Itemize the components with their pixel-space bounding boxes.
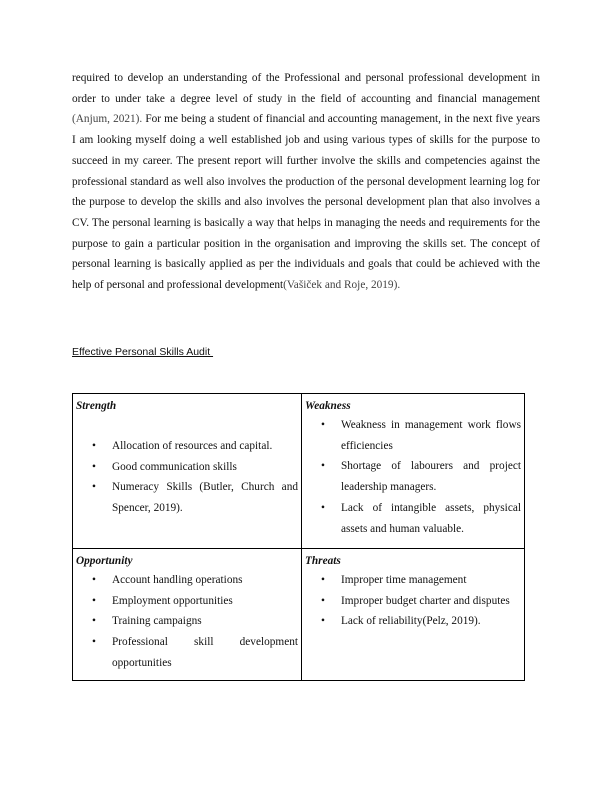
opportunity-cell [73,549,302,681]
list-item: • Numeracy Skills (Butler, Church and Spencer, 2019). [76,477,298,518]
list-item: • Employment opportunities [76,591,298,612]
list-item: • Training campaigns [76,611,298,632]
list-item: • Improper budget charter and disputes [305,591,521,612]
intro-text: required to develop an understanding of the Professional and personal professional development in order to under take a degree level of study in the field of accounting and financial management [72,72,540,105]
opportunity-title: Opportunity [76,555,133,567]
list-item: • Account handling operations [76,570,298,591]
weakness-cell [302,394,525,549]
list-item: • Shortage of labourers and project leadership managers. [305,456,521,497]
intro-paragraph [72,68,540,296]
list-item: • Good communication skills [76,457,298,478]
opportunity-list [76,570,298,674]
swot-row [73,549,525,681]
strength-cell [73,394,302,549]
threats-cell [302,549,525,681]
weakness-title: Weakness [305,400,351,412]
swot-table [72,393,525,681]
threats-title: Threats [305,555,341,567]
threats-list [305,570,521,632]
swot-row [73,394,525,549]
list-item: • Lack of reliability(Pelz, 2019). [305,611,521,632]
list-item: • Improper time management [305,570,521,591]
list-item: • Lack of intangible assets, physical assets and human valuable. [305,498,521,539]
intro-text-continued: For me being a student of financial and accounting management, in the next five years I am looking myself doing a well established job and using various types of skills for the purpose to succeed in my career. The present report will further involve the skills and competencies against the professional standard as well also involves the production of the personal development learning log for the purpose to develop the skills and also involves the personal development plan that also involves a CV. The personal learning is basically a way that helps in managing the needs and requirements for the purpose to gain a particular position in the organisation and improving the skills set. The concept of personal learning is basically applied as per the individuals and goals that could be achieved with the help of personal and professional development [72,113,540,292]
strength-title: Strength [76,400,117,412]
citation-vasicek: (Vašiček and Roje, 2019). [283,279,401,292]
list-item: • Allocation of resources and capital. [76,436,298,457]
citation-anjum: (Anjum, 2021). [72,113,143,126]
list-item: • Professional skill development opportunities [76,632,298,673]
list-item: • Weakness in management work flows efficiencies [305,415,521,456]
section-heading: Effective Personal Skills Audit [72,346,214,358]
weakness-list [305,415,521,539]
strength-list [76,436,298,519]
